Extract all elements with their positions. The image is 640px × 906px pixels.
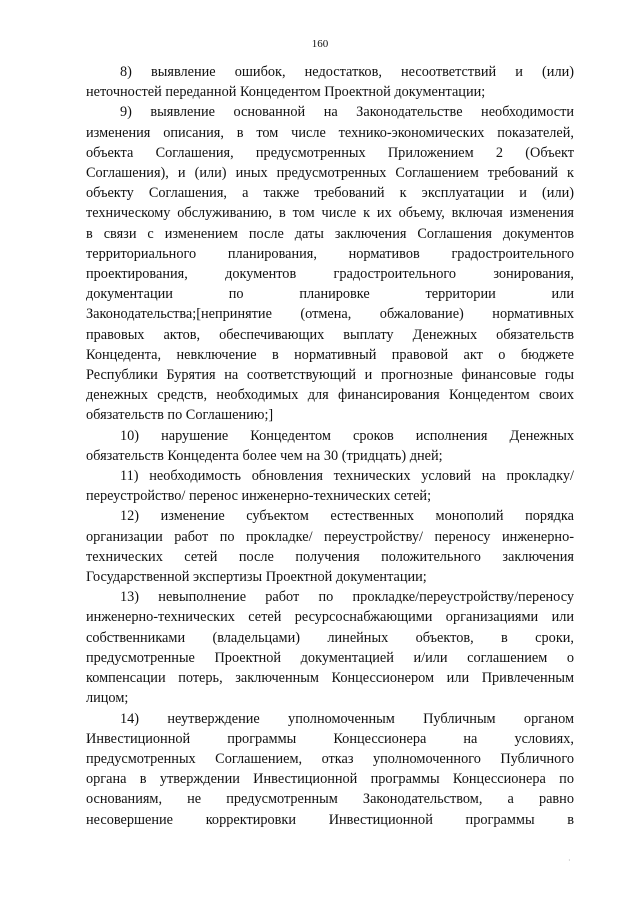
text-line: собственниками (владельцами) линейных объектов, в сроки, bbox=[86, 629, 574, 646]
text-line: объекта Соглашения, предусмотренных Приложением 2 (Объект bbox=[86, 144, 574, 161]
text-line: денежных средств, необходимых для финансирования Концедентом своих bbox=[86, 387, 574, 404]
text-line: переустройство/ перенос инженерно-технических сетей; bbox=[86, 488, 432, 505]
text-line: основаниям, не предусмотренным Законодательством, а равно bbox=[86, 791, 574, 808]
list-item bbox=[86, 426, 574, 466]
list-item bbox=[86, 587, 574, 708]
list-item bbox=[86, 466, 574, 506]
text-line: Законодательства;[непринятие (отмена, обжалование) нормативных bbox=[86, 306, 574, 323]
text-line: 9) выявление основанной на Законодательстве необходимости bbox=[120, 104, 574, 121]
text-line: 8) выявление ошибок, недостатков, несоответствий и (или) bbox=[120, 64, 574, 80]
text-line: неточностей переданной Концедентом Проектной документации; bbox=[86, 84, 486, 101]
text-line: предусмотренные Проектной документацией и/или соглашением о bbox=[86, 649, 574, 666]
text-line: проектирования, документов градостроительного зонирования, bbox=[86, 266, 574, 283]
text-line: Инвестиционной программы Концессионера на условиях, bbox=[86, 730, 574, 747]
text-line: техническому обслуживанию, в том числе к их объему, включая изменения bbox=[86, 205, 574, 222]
text-line: обязательств Концедента более чем на 30 (тридцать) дней; bbox=[86, 447, 443, 464]
text-line: Соглашения), и (или) иных предусмотренных Соглашением требований к bbox=[86, 165, 574, 182]
scan-speck: · bbox=[568, 856, 571, 865]
text-line: 13) невыполнение работ по прокладке/переустройству/переносу bbox=[120, 589, 574, 606]
text-line: предусмотренных Соглашением, отказ уполномоченного Публичного bbox=[86, 750, 574, 767]
text-line: 12) изменение субъектом естественных монополий порядка bbox=[120, 508, 574, 525]
text-line: в связи с изменением после даты заключения Соглашения документов bbox=[86, 225, 574, 242]
text-line: организации работ по прокладке/ переустройству/ переносу инженерно- bbox=[86, 528, 574, 545]
text-line: инженерно-технических сетей ресурсоснабжающими организациями или bbox=[86, 609, 574, 626]
list-item bbox=[86, 506, 574, 587]
text-line: правовых актов, обеспечивающих выплату Денежных обязательств bbox=[86, 326, 574, 343]
text-line: Концедента, невключение в нормативный правовой акт о бюджете bbox=[86, 346, 574, 363]
list-item bbox=[86, 709, 574, 830]
text-line: объекту Соглашения, а также требований к эксплуатации и (или) bbox=[86, 185, 574, 202]
text-line: Республики Бурятия на соответствующий и прогнозные финансовые годы bbox=[86, 367, 574, 384]
list-item bbox=[86, 102, 574, 425]
body-text bbox=[86, 62, 574, 830]
text-line: несовершение корректировки Инвестиционной программы в bbox=[86, 811, 574, 828]
text-line: компенсации потерь, заключенным Концессионером или Привлеченным bbox=[86, 670, 574, 687]
text-line: технических сетей после получения положительного заключения bbox=[86, 548, 574, 565]
list-item bbox=[86, 62, 574, 102]
text-line: изменения описания, в том числе технико-экономических показателей, bbox=[86, 124, 574, 141]
text-line: органа в утверждении Инвестиционной программы Концессионера по bbox=[86, 771, 574, 788]
text-line: обязательств по Соглашению;] bbox=[86, 407, 274, 424]
text-line: территориального планирования, нормативов градостроительного bbox=[86, 245, 574, 262]
text-line: документации по планировке территории или bbox=[86, 286, 574, 303]
text-line: 10) нарушение Концедентом сроков исполнения Денежных bbox=[120, 427, 574, 444]
text-line: 14) неутверждение уполномоченным Публичным органом bbox=[120, 710, 574, 727]
text-line: лицом; bbox=[86, 690, 129, 707]
text-line: 11) необходимость обновления технических условий на прокладку/ bbox=[120, 468, 574, 485]
page-number: 160 bbox=[311, 38, 329, 50]
text-line: Государственной экспертизы Проектной документации; bbox=[86, 569, 427, 586]
